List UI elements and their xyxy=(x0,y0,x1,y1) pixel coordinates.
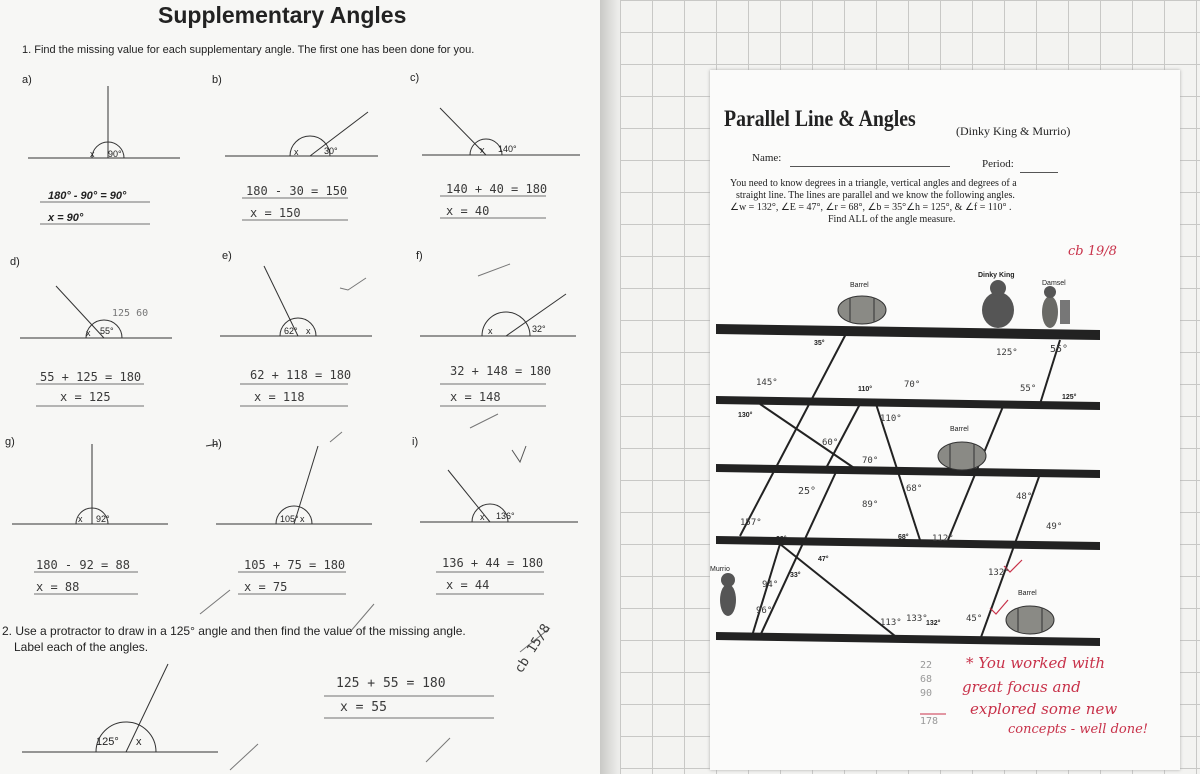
angle-2: 110° xyxy=(858,386,873,393)
angle-18: 96° xyxy=(756,606,773,616)
angle-10: 68° xyxy=(898,534,909,541)
angle-4: 125° xyxy=(1062,394,1077,401)
label-h: h) xyxy=(212,438,222,450)
work-i-1: 136 + 44 = 180 xyxy=(442,556,544,570)
tag-f-x: x xyxy=(488,326,493,336)
barrel-label-2: Barrel xyxy=(950,426,969,433)
instruction-1: 1. Find the missing value for each supplementary angle. The first one has been done for you. xyxy=(22,44,475,56)
angle-23: 68° xyxy=(906,484,923,494)
tag-d-x: x xyxy=(86,328,91,338)
angle-16: 157° xyxy=(740,518,762,528)
angle-12: 25° xyxy=(798,486,817,497)
label-b: b) xyxy=(212,74,222,86)
angle-27: 125° xyxy=(996,348,1018,358)
work-g-1: 180 - 92 = 88 xyxy=(36,558,130,572)
instructions-4: Find ALL of the angle measure. xyxy=(828,214,956,225)
feedback-line-1: * You worked with xyxy=(966,654,1106,672)
tag-a-x: x xyxy=(90,149,95,159)
tag-e-x: x xyxy=(306,326,311,336)
damsel-label: Damsel xyxy=(1042,280,1066,287)
q2-work-1: 125 + 55 = 180 xyxy=(336,676,446,691)
label-c: c) xyxy=(410,72,420,84)
label-g: g) xyxy=(5,436,15,448)
instruction-2: 2. Use a protractor to draw in a 125° angle and then find the value of the missing angle. xyxy=(2,624,466,638)
d-scribble: 125 60 xyxy=(112,308,149,319)
work-e-2: x = 118 xyxy=(254,390,305,404)
instruction-2b: Label each of the angles. xyxy=(14,640,149,654)
tag-g-x: x xyxy=(78,514,83,524)
tag-a-angle: 90° xyxy=(108,149,122,159)
label-i: i) xyxy=(412,436,419,448)
sheet-authors: (Dinky King & Murrio) xyxy=(956,124,1071,138)
tag-c-x: x xyxy=(480,145,485,155)
angle-17: 94° xyxy=(762,580,779,590)
angle-11: 112° xyxy=(932,534,954,544)
work-d-2: x = 125 xyxy=(60,390,111,404)
q2-x: x xyxy=(136,736,142,748)
work-i-2: x = 44 xyxy=(446,578,490,592)
tag-b-angle: 30° xyxy=(324,146,338,156)
sum-line-4: 178 xyxy=(920,716,939,727)
teacher-mark-left: cb 15/8 xyxy=(512,621,554,676)
instructions-1: You need to know degrees in a triangle, vertical angles and degrees of a xyxy=(730,178,1017,189)
barrel-label-3: Barrel xyxy=(1018,590,1037,597)
tag-h-x: x xyxy=(300,514,305,524)
sum-line-3: 90 xyxy=(920,688,933,699)
murrio-label: Murrio xyxy=(710,566,730,573)
feedback-line-3: explored some new xyxy=(970,700,1118,718)
angle-22: 55° xyxy=(1020,384,1037,394)
angle-6: 23° xyxy=(776,536,787,543)
work-b-1: 180 - 30 = 150 xyxy=(246,184,348,198)
label-f: f) xyxy=(416,250,423,262)
period-label: Period: xyxy=(982,158,1014,170)
dinky-king-label: Dinky King xyxy=(978,272,1015,279)
angle-1: 35° xyxy=(814,340,825,347)
feedback-line-4: concepts - well done! xyxy=(1008,722,1149,737)
work-a-1: 180° - 90° = 90° xyxy=(48,190,127,202)
label-e: e) xyxy=(222,250,232,262)
label-a: a) xyxy=(22,74,32,86)
angle-20: 45° xyxy=(966,614,983,624)
feedback-line-2: great focus and xyxy=(962,678,1081,696)
tag-g-angle: 92° xyxy=(96,514,110,524)
work-g-2: x = 88 xyxy=(36,580,80,594)
tag-i-angle: 136° xyxy=(496,511,515,521)
angle-13: 60° xyxy=(822,438,839,448)
angle-26: 132° xyxy=(988,568,1010,578)
sum-line-2: 68 xyxy=(920,674,933,685)
work-f-2: x = 148 xyxy=(450,390,501,404)
tag-f-angle: 32° xyxy=(532,324,546,334)
name-label: Name: xyxy=(752,152,782,164)
angle-25: 110° xyxy=(880,414,902,424)
angle-14: 70° xyxy=(862,456,879,466)
angle-21: 48° xyxy=(1016,492,1033,502)
teacher-mark-right: cb 19/8 xyxy=(1068,244,1117,259)
angle-29: 49° xyxy=(1046,522,1063,532)
angle-15: 145° xyxy=(756,378,778,388)
instructions-3: ∠w = 132°, ∠E = 47°, ∠r = 68°, ∠b = 35°∠h = 125°, & ∠f = 110° . xyxy=(730,202,1012,213)
tag-i-x: x xyxy=(480,512,485,522)
barrel-label-1: Barrel xyxy=(850,282,869,289)
work-f-1: 32 + 148 = 180 xyxy=(450,364,552,378)
angle-3: 130° xyxy=(738,412,753,419)
tag-c-angle: 140° xyxy=(498,144,517,154)
angle-5: 55° xyxy=(1050,344,1069,355)
q2-work-2: x = 55 xyxy=(340,700,387,715)
sheet-title: Parallel Line & Angles xyxy=(724,106,916,131)
sum-line-1: 22 xyxy=(920,660,933,671)
tag-e-angle: 62° xyxy=(284,326,298,336)
tag-b-x: x xyxy=(294,147,299,157)
work-c-1: 140 + 40 = 180 xyxy=(446,182,548,196)
angle-8: 33° xyxy=(790,572,801,579)
angle-30: 133° xyxy=(906,614,928,624)
work-a-2: x = 90° xyxy=(48,212,84,224)
angle-19: 113° xyxy=(880,618,902,628)
work-h-1: 105 + 75 = 180 xyxy=(244,558,346,572)
tag-d-angle: 55° xyxy=(100,326,114,336)
work-b-2: x = 150 xyxy=(250,206,301,220)
worksheet-title: Supplementary Angles xyxy=(158,2,407,28)
work-c-2: x = 40 xyxy=(446,204,490,218)
work-d-1: 55 + 125 = 180 xyxy=(40,370,142,384)
angle-24: 70° xyxy=(904,380,921,390)
work-h-2: x = 75 xyxy=(244,580,288,594)
q2-angle: 125° xyxy=(96,736,119,748)
angle-28: 89° xyxy=(862,500,879,510)
label-d: d) xyxy=(10,256,20,268)
angle-7: 47° xyxy=(818,556,829,563)
tag-h-angle: 105° xyxy=(280,514,299,524)
instructions-2: straight line. The lines are parallel and we know the following angles. xyxy=(736,190,1015,201)
work-e-1: 62 + 118 = 180 xyxy=(250,368,352,382)
angle-9: 132° xyxy=(926,620,941,627)
